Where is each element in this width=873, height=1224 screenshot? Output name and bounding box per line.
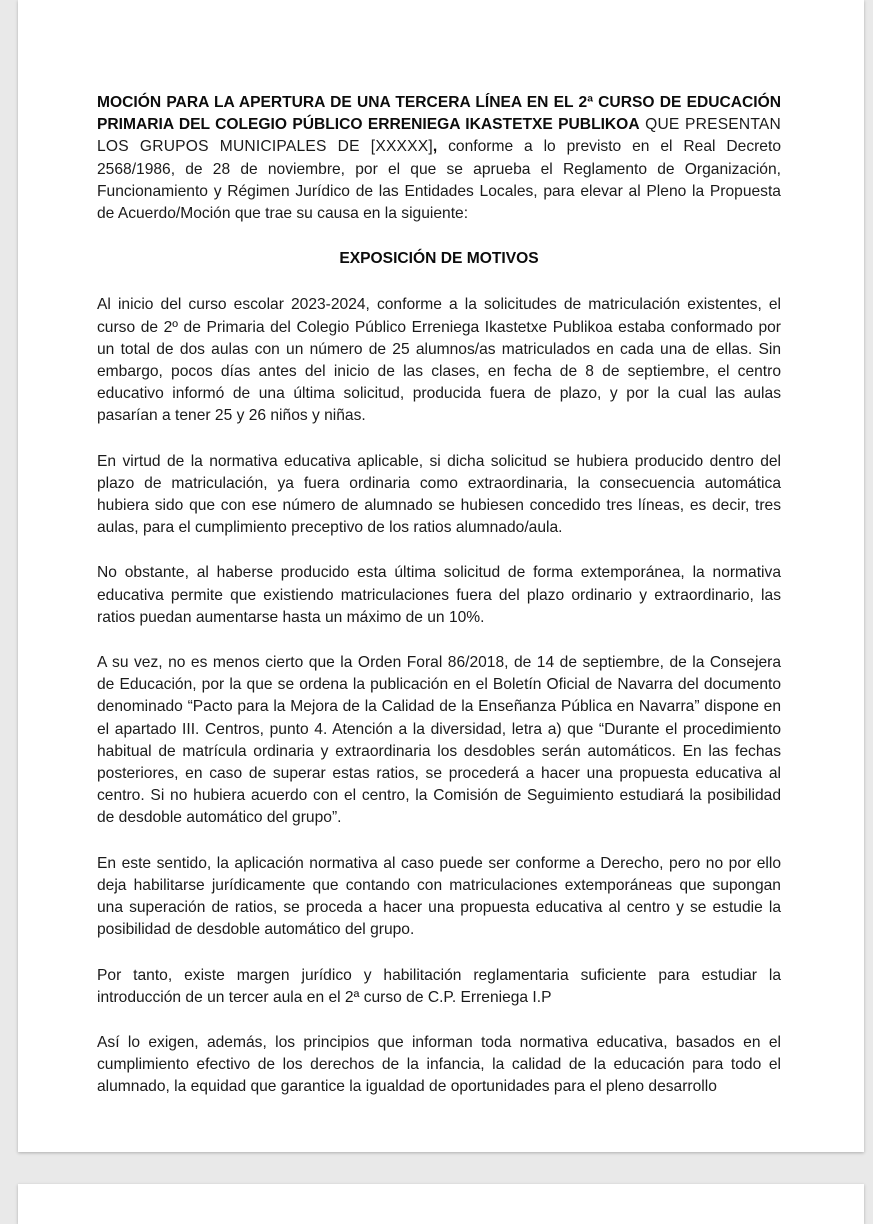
body-paragraph-3: No obstante, al haberse producido esta última solicitud de forma extemporánea, la normativa educativa permite que existiendo matriculaciones fuera del plazo ordinario y extraordinario, las ratios puedan aumentarse hasta un máximo de un 10%. xyxy=(97,564,781,626)
section-heading: EXPOSICIÓN DE MOTIVOS xyxy=(339,250,539,268)
document-body xyxy=(97,92,781,1099)
intro-comma: , xyxy=(432,138,438,156)
motion-title: MOCIÓN PARA LA APERTURA DE UNA TERCERA LÍNEA EN EL 2ª CURSO DE EDUCACIÓN PRIMARIA DEL COLEGIO PÚBLICO ERRENIEGA IKASTETXE PUBLIKOA xyxy=(97,94,781,134)
intro-rest-text: conforme a lo previsto en el Real Decreto 2568/1986, de 28 de noviembre, por el que se aprueba el Reglamento de Organización, Funcionamiento y Régimen Jurídico de las Entidades Locales, para elevar al Pleno la Propuesta de Acuerdo/Moción que trae su causa en la siguiente: xyxy=(97,138,781,223)
intro-paragraph xyxy=(97,92,781,225)
next-page-edge xyxy=(18,1184,864,1224)
document-page xyxy=(18,0,864,1152)
body-paragraph-6: Por tanto, existe margen jurídico y habilitación reglamentaria suficiente para estudiar la introducción de un tercer aula en el 2ª curso de C.P. Erreniega I.P xyxy=(97,966,781,1006)
body-paragraph-7: Así lo exigen, además, los principios que informan toda normativa educativa, basados en el cumplimiento efectivo de los derechos de la infancia, la calidad de la educación para todo el alumnado, la equidad que garantice la igualdad de oportunidades para el pleno desarrollo xyxy=(97,1033,781,1096)
presenters-text: QUE PRESENTAN LOS GRUPOS MUNICIPALES DE [XXXXX] xyxy=(97,116,781,156)
body-paragraph-1: Al inicio del curso escolar 2023-2024, conforme a la solicitudes de matriculación existentes, el curso de 2º de Primaria del Colegio Público Erreniega Ikastetxe Publikoa estaba conformado por un total de dos aulas con un número de 25 alumnos/as matriculados en cada una de ellas. Sin embargo, pocos días antes del inicio de las clases, en fecha de 8 de septiembre, el centro educativo informó de una última solicitud, producida fuera de plazo, y por la cual las aulas pasarían a tener 25 y 26 niños y niñas. xyxy=(97,296,781,425)
body-paragraph-2: En virtud de la normativa educativa aplicable, si dicha solicitud se hubiera producido dentro del plazo de matriculación, ya fuera ordinaria como extraordinaria, la consecuencia automática hubiera sido que con ese número de alumnado se hubiesen concedido tres líneas, es decir, tres aulas, para el cumplimiento preceptivo de los ratios alumnado/aula. xyxy=(97,452,781,537)
body-paragraph-5: En este sentido, la aplicación normativa al caso puede ser conforme a Derecho, pero no por ello deja habilitarse jurídicamente que contando con matriculaciones extemporáneas que supongan una superación de ratios, se proceda a hacer una propuesta educativa al centro y se estudie la posibilidad de desdoble automático del grupo. xyxy=(97,854,781,939)
body-paragraph-4: A su vez, no es menos cierto que la Orden Foral 86/2018, de 14 de septiembre, de la Consejera de Educación, por la que se ordena la publicación en el Boletín Oficial de Navarra del documento denominado “Pacto para la Mejora de la Calidad de la Enseñanza Pública en Navarra” dispone en el apartado III. Centros, punto 4. Atención a la diversidad, letra a) que “Durante el procedimiento habitual de matrícula ordinaria y extraordinaria los desdobles serán automáticos. En las fechas posteriores, en caso de superar estas ratios, se procederá a hacer una propuesta educativa al centro. Si no hubiera acuerdo con el centro, la Comisión de Seguimiento estudiará la posibilidad de desdoble automático del grupo”. xyxy=(97,654,781,827)
